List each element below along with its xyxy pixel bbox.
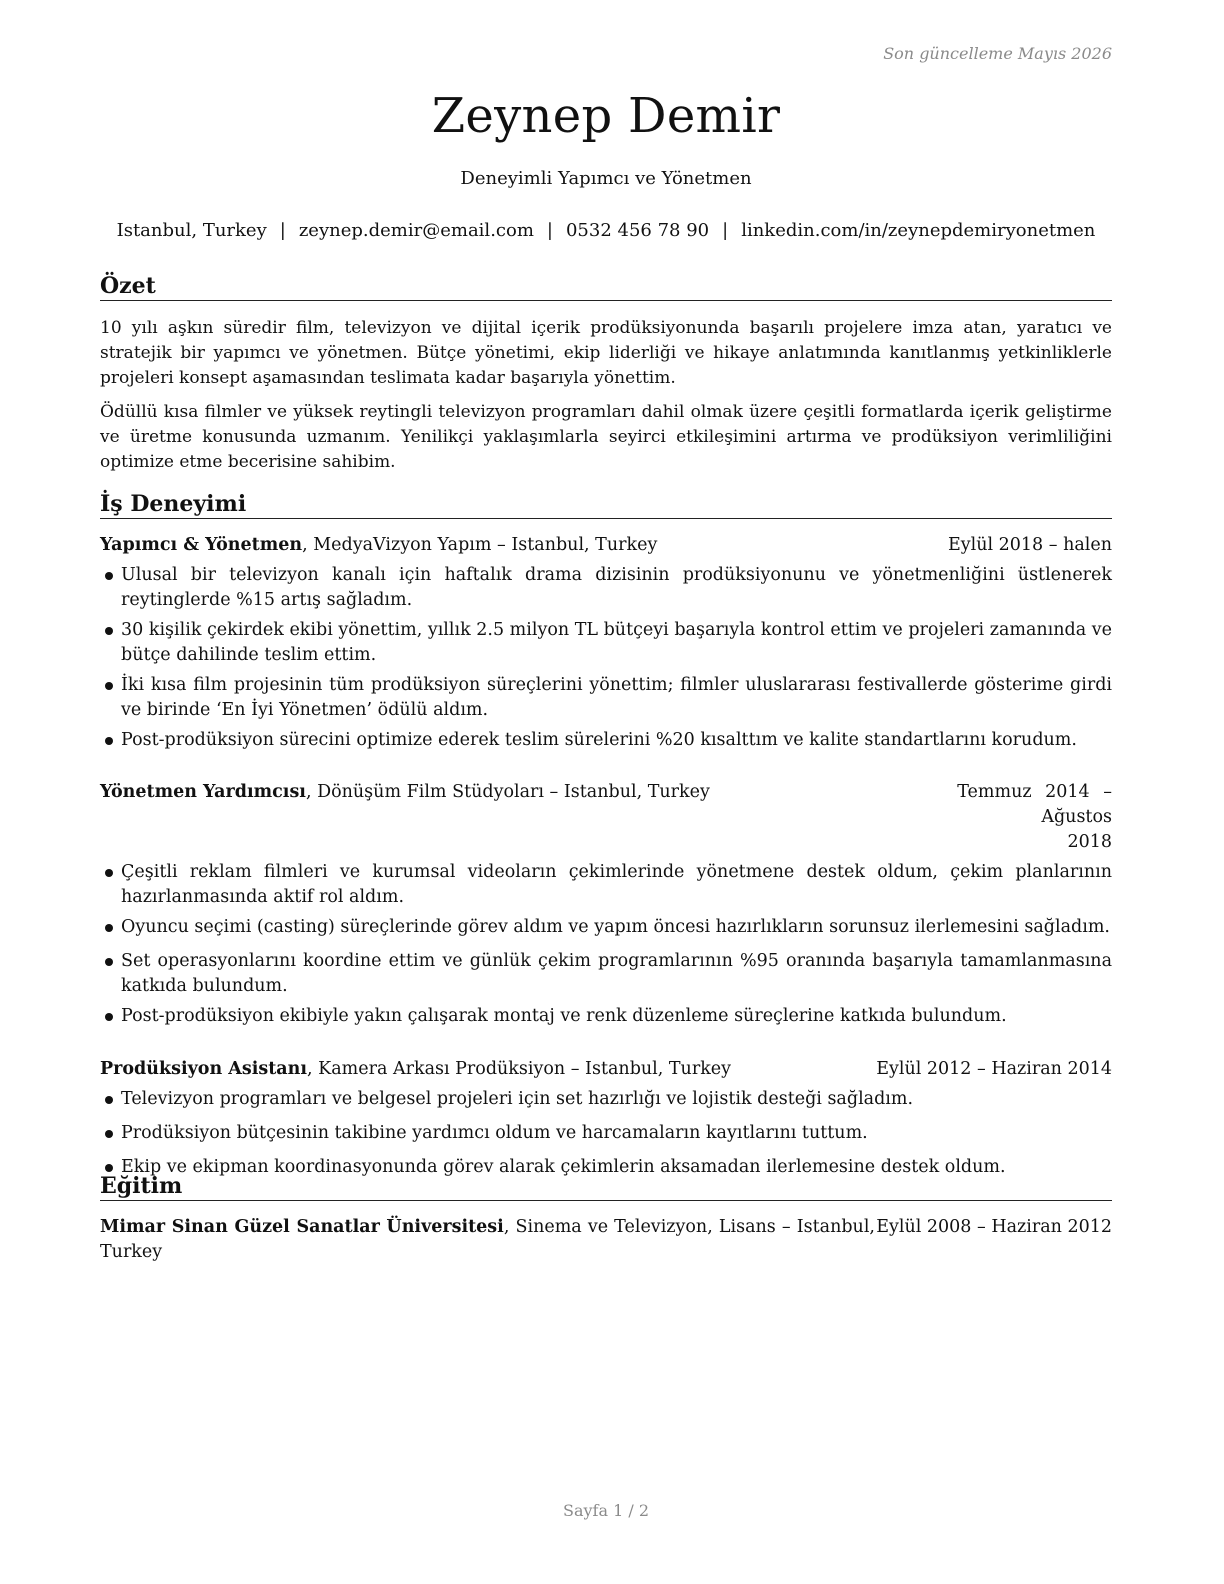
job-bullet-text: 30 kişilik çekirdek ekibi yönettim, yıllık 2.5 milyon TL bütçeyi başarıyla kontrol ettim ve projeleri zamanında ve bütçe dahilinde teslim ettim.	[121, 620, 1112, 665]
bullet-icon	[105, 682, 113, 690]
education-details: , Sinema ve Televizyon, Lisans – Istanbul, Turkey	[100, 1217, 875, 1262]
job-company: , Dönüşüm Film Stüdyoları – Istanbul, Turkey	[305, 782, 710, 802]
job-company: , Kamera Arkası Prodüksiyon – Istanbul, Turkey	[307, 1059, 732, 1079]
job-bullets	[100, 563, 1112, 753]
job-bullet-text: Set operasyonlarını koordine ettim ve günlük çekim programlarının %95 oranında başarıyla tamamlanmasına katkıda bulundum.	[121, 951, 1112, 996]
contact-linkedin[interactable]: linkedin.com/in/zeynepdemiryonetmen	[741, 220, 1096, 241]
education-section	[100, 1172, 1112, 1265]
experience-section	[100, 490, 1112, 1180]
candidate-tagline: Deneyimli Yapımcı ve Yönetmen	[460, 168, 752, 189]
job-bullet	[100, 728, 1112, 753]
contact-separator: |	[279, 220, 286, 241]
job-bullet-text: Post-prodüksiyon sürecini optimize ederek teslim sürelerini %20 kısalttım ve kalite standartlarını korudum.	[121, 730, 1077, 750]
job-bullet	[100, 618, 1112, 668]
contact-location: Istanbul, Turkey	[116, 220, 267, 241]
page-number: Sayfa 1 / 2	[562, 1501, 649, 1520]
last-updated-note: Son güncelleme Mayıs 2026	[883, 44, 1112, 63]
job-bullet-text: Çeşitli reklam filmleri ve kurumsal videoların çekimlerinde yönetmene destek oldum, çekim planlarının hazırlanmasında aktif rol aldım.	[121, 862, 1112, 907]
job-bullet	[100, 1004, 1112, 1029]
job-bullet	[100, 673, 1112, 723]
job-bullet	[100, 1087, 1112, 1112]
contact-phone: 0532 456 78 90	[565, 220, 710, 241]
job-dates-line: Temmuz 2014 – Ağustos	[957, 782, 1112, 827]
job-dates-line: 2018	[1067, 832, 1112, 852]
job-role: Yönetmen Yardımcısı	[100, 782, 306, 802]
job-bullet	[100, 860, 1112, 910]
summary-section	[100, 272, 1112, 475]
candidate-name: Zeynep Demir	[431, 88, 781, 144]
section-title-education: Eğitim	[100, 1172, 1112, 1201]
job-bullet-text: Televizyon programları ve belgesel projeleri için set hazırlığı ve lojistik desteği sağladım.	[121, 1089, 914, 1109]
job-entry	[100, 1057, 1112, 1180]
contact-separator: |	[722, 220, 729, 241]
bullet-icon	[105, 1130, 113, 1138]
bullet-icon	[105, 1164, 113, 1172]
job-bullet	[100, 1121, 1112, 1146]
bullet-icon	[105, 627, 113, 635]
bullet-icon	[105, 958, 113, 966]
job-header	[100, 533, 1112, 558]
bullet-icon	[105, 1013, 113, 1021]
job-role: Yapımcı & Yönetmen	[100, 535, 303, 555]
job-bullet-text: Oyuncu seçimi (casting) süreçlerinde görev aldım ve yapım öncesi hazırlıkların sorunsuz ilerlemesini sağladım.	[121, 917, 1110, 937]
job-bullet-text: Post-prodüksiyon ekibiyle yakın çalışarak montaj ve renk düzenleme süreçlerine katkıda bulundum.	[121, 1006, 1007, 1026]
section-title-summary: Özet	[100, 272, 1112, 301]
job-bullet-text: Prodüksiyon bütçesinin takibine yardımcı oldum ve harcamaların kayıtlarını tuttum.	[121, 1123, 868, 1143]
job-entry	[100, 780, 1112, 1029]
job-bullet-text: Ekip ve ekipman koordinasyonunda görev alarak çekimlerin aksamadan ilerlemesine destek oldum.	[121, 1157, 1006, 1177]
section-title-experience: İş Deneyimi	[100, 490, 1112, 519]
job-bullet	[100, 949, 1112, 999]
summary-paragraph: Ödüllü kısa filmler ve yüksek reytingli televizyon programları dahil olmak üzere çeşitli formatlarda içerik geliştirme ve üretme konusunda uzmanım. Yenilikçi yaklaşımlarla seyirci etkileşimini artırma ve prodüksiyon verimliliğini optimize etme becerisine sahibim.	[100, 402, 1112, 472]
contact-email[interactable]: zeynep.demir@email.com	[298, 220, 534, 241]
job-bullet-text: Ulusal bir televizyon kanalı için haftalık drama dizisinin prodüksiyonunu ve yönetmenliğini üstlenerek reytinglerde %15 artış sağladım.	[121, 565, 1112, 610]
job-dates: Eylül 2018 – halen	[947, 535, 1112, 555]
job-role: Prodüksiyon Asistanı	[100, 1059, 308, 1079]
bullet-icon	[105, 572, 113, 580]
bullet-icon	[105, 924, 113, 932]
summary-paragraph: 10 yılı aşkın süredir film, televizyon ve dijital içerik prodüksiyonunda başarılı projelere imza atan, yaratıcı ve stratejik bir yapımcı ve yönetmen. Bütçe yönetimi, ekip liderliği ve hikaye anlatımında kanıtlanmış yetkinliklerle projeleri konsept aşamasından teslimata kadar başarıyla yönettim.	[100, 318, 1112, 388]
job-entry	[100, 533, 1112, 753]
bullet-icon	[105, 1096, 113, 1104]
job-header	[100, 780, 1112, 855]
contact-line	[100, 219, 1112, 243]
job-header	[100, 1057, 1112, 1082]
job-dates	[878, 780, 1112, 855]
education-school: Mimar Sinan Güzel Sanatlar Üniversitesi	[100, 1217, 504, 1237]
education-entry	[100, 1215, 1112, 1265]
job-dates: Eylül 2012 – Haziran 2014	[876, 1059, 1112, 1079]
job-company: , MedyaVizyon Yapım – Istanbul, Turkey	[302, 535, 658, 555]
job-bullets	[100, 1087, 1112, 1180]
education-dates: Eylül 2008 – Haziran 2012	[876, 1217, 1112, 1237]
bullet-icon	[105, 737, 113, 745]
job-bullets	[100, 860, 1112, 1029]
bullet-icon	[105, 869, 113, 877]
job-bullet-text: İki kısa film projesinin tüm prodüksiyon süreçlerini yönettim; filmler uluslararası festivallerde gösterime girdi ve birinde ‘En İyi Yönetmen’ ödülü aldım.	[121, 675, 1112, 720]
contact-separator: |	[546, 220, 553, 241]
job-bullet	[100, 563, 1112, 613]
job-bullet	[100, 915, 1112, 940]
resume-page	[100, 0, 1112, 1584]
